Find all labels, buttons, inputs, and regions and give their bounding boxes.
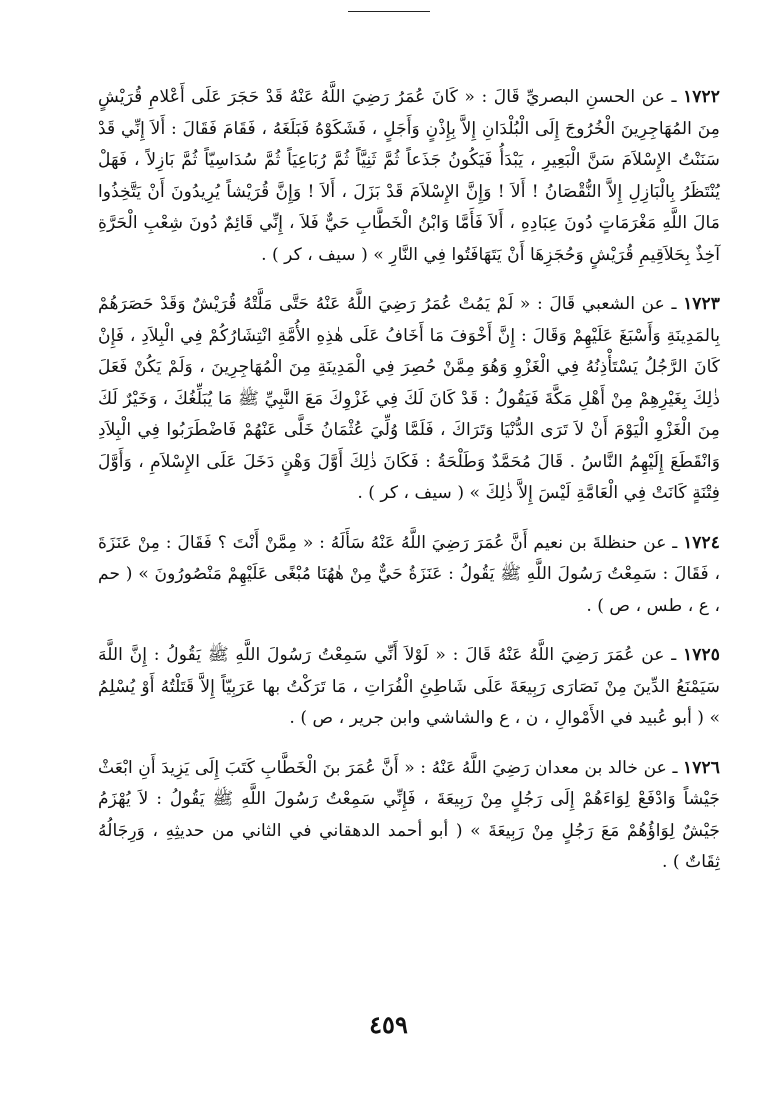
hadith-text: ـ عن خالد بن معدان رَضِيَ اللَّهُ عَنْهُ : « أَنَّ عُمَرَ بنَ الْخَطَّابِ كَتَبَ إِلَى يَزِيدَ أَنِ ابْعَثْ جَيْشاً وَادْفَعْ لِوَاءَهُمْ إِلَى رَجُلٍ مِنْ رَبِيعَةَ ، فَإِنِّي سَمِعْتُ رَسُولَ اللَّهِ ﷺ يَقُولُ : لاَ يُهْزَمُ جَيْشٌ لِوَاؤُهُمْ مَعَ رَجُلٍ مِنْ رَبِيعَةَ » ( أبو أحمد الدهقاني في الثاني من حديثِهِ ، وَرِجَالُهُ ثِقَاتٌ ) . — [98, 757, 720, 872]
hadith-number: ١٧٢٣ — [683, 294, 721, 314]
hadith-number: ١٧٢٥ — [683, 645, 720, 665]
page-body — [98, 82, 720, 897]
top-rule — [348, 11, 430, 12]
hadith-1726 — [98, 753, 720, 879]
hadith-text: ـ عن عُمَرَ رَضِيَ اللَّهُ عَنْهُ قَالَ : « لَوْلاَ أَنِّي سَمِعْتُ رَسُولَ اللَّهِ ﷺ يَقُولُ : إِنَّ اللَّهَ سَيَمْنَعُ الدِّينَ مِنْ نَصَارَى رَبِيعَةَ عَلَى شَاطِئِ الْفُرَاتِ ، مَا تَرَكْتُ بها عَرَبِيّاً إِلاَّ قَتَلْتُهُ أَوْ يُسْلِمُ » ( أبو عُبيد في الأَمْوالِ ، ن ، ع والشاشي وابن جرير ، ص ) . — [98, 645, 720, 728]
hadith-1725 — [98, 640, 720, 735]
hadith-number: ١٧٢٢ — [683, 87, 720, 107]
hadith-text: ـ عن حنظلةَ بن نعيم أَنَّ عُمَرَ رَضِيَ اللَّهُ عَنْهُ سَأَلَهُ : « مِمَّنْ أَنْتَ ؟ فَقَالَ : مِنْ عَنَزَةَ ، فَقَالَ : سَمِعْتُ رَسُولَ اللَّهِ ﷺ يَقُولُ : عَنَزَةُ حَيٌّ مِنْ هٰهُنَا مُبْغًى عَلَيْهِمْ مَنْصُورُونَ » ( حم ، ع ، طس ، ص ) . — [98, 532, 720, 616]
hadith-1724 — [98, 528, 720, 623]
hadith-number: ١٧٢٤ — [683, 532, 720, 553]
hadith-1723 — [98, 289, 720, 510]
hadith-1722 — [98, 82, 720, 271]
hadith-text: ـ عن الحسنِ البصريِّ قَالَ : « كَانَ عُمَرُ رَضِيَ اللَّهُ عَنْهُ قَدْ حَجَرَ عَلَى أَعْلامِ قُرَيْشٍ مِنَ المُهَاجِرِينَ الْخُرُوجَ إِلَى الْبُلْدَانِ إِلاَّ بِإِذْنٍ وَأَجَلٍ ، فَشَكَوْهُ فَبَلَغَهُ ، فَقَامَ فَقَالَ : أَلاَ إِنِّي قَدْ سَنَنْتُ الإِسْلاَمَ سَنَّ الْبَعِيرِ ، يَبْدَأُ فَيَكُونُ جَذَعاً ثُمَّ ثَنِيَّاً ثُمَّ رُبَاعِيَاً ثُمَّ سُدَاسِيّاً ثُمَّ بَازِلاً ، فَهَلْ يُنْتَظَرُ بِالْبَازِلِ إِلاَّ النُّقْصَانُ ! أَلاَ ! وَإِنَّ الإِسْلاَمَ قَدْ بَزَلَ ، أَلاَ ! وَإِنَّ قُرَيْشاً يُرِيدُونَ أَنْ يَتَّخِذُوا مَالَ اللَّهِ مَغْرَمَاتٍ دُونَ عِبَادِهِ ، أَلاَ فَأَمَّا وَابْنُ الْخَطَّابِ حَيٌّ فَلاَ ، إِنِّي قَائِمٌ دُونَ شِعْبِ الْحَرَّةِ آخِذٌ بِحَلاَقِيمِ قُرَيْشٍ وَحُجَزِهَا أَنْ يَتَهَافَتُوا فِي النَّارِ » ( سيف ، كر ) . — [98, 87, 720, 265]
hadith-number: ١٧٢٦ — [683, 757, 720, 778]
page-number: ٤٥٩ — [369, 1010, 408, 1039]
hadith-text: ـ عن الشعبي قَالَ : « لَمْ يَمُتْ عُمَرُ رَضِيَ اللَّهُ عَنْهُ حَتَّى مَلَّتْهُ قُرَيْشٌ وَقَدْ حَصَرَهُمْ بِالمَدِينَةِ وَأَسْبَغَ عَلَيْهِمْ وَقَالَ : إِنَّ أَخْوَفَ مَا أَخَافُ عَلَى هٰذِهِ الأُمَّةِ انْتِشَارُكُمْ فِي الْبِلاَدِ ، فَإِنْ كَانَ الرَّجُلُ يَسْتَأْذِنُهُ فِي الْغَزْوِ وَهُوَ مِمَّنْ حُصِرَ فِي الْمَدِينَةِ مِنَ الْمُهَاجِرِينَ ، وَلَمْ يَكُنْ فَعَلَ ذٰلِكَ بِغَيْرِهِمْ مِنْ أَهْلِ مَكَّةَ فَيَقُولُ : قَدْ كَانَ لَكَ فِي غَزْوِكَ مَعَ النَّبِيِّ ﷺ مَا يُبَلِّغُكَ ، وَخَيْرٌ لَكَ مِنَ الْغَزْوِ الْيَوْمَ أَنْ لاَ تَرَى الدُّنْيَا وَتَرَاكَ ، فَلَمَّا وُلِّيَ عُثْمَانُ خَلَّى عَنْهُمْ فَاضْطَرَبُوا فِي الْبِلاَدِ وَانْقَطَعَ إِلَيْهِمُ النَّاسُ . قَالَ مُحَمَّدٌ وَطَلْحَةُ : فَكَانَ ذٰلِكَ أَوَّلَ وَهْنٍ دَخَلَ عَلَى الإِسْلاَمِ ، وَأَوَّلَ فِتْنَةٍ كَانَتْ فِي الْعَامَّةِ لَيْسَ إِلاَّ ذٰلِكَ » ( سيف ، كر ) . — [98, 294, 720, 503]
